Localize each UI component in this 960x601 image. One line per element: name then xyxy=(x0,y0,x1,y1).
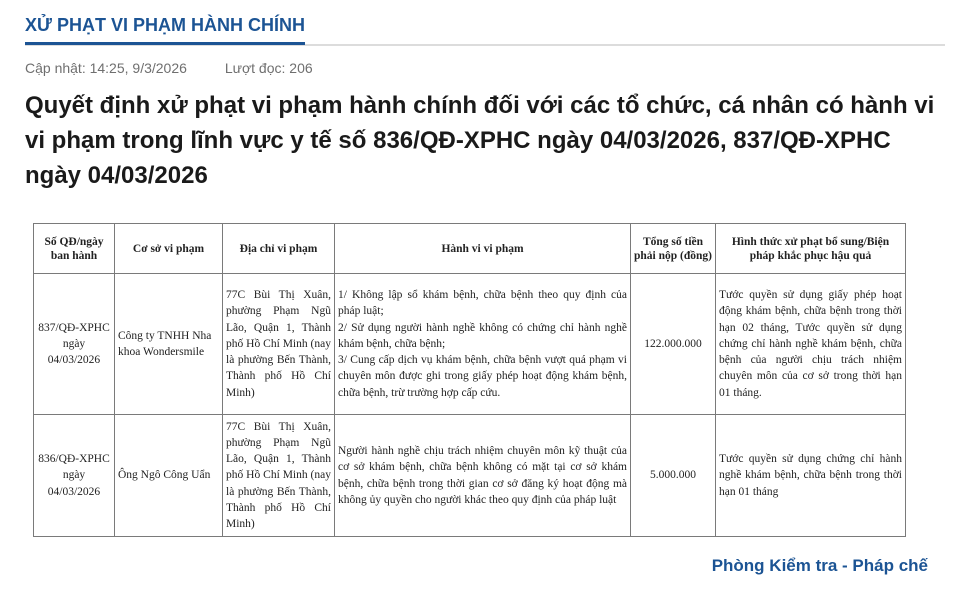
article-title: Quyết định xử phạt vi phạm hành chính đối với các tổ chức, cá nhân có hành vi vi phạm trong lĩnh vực y tế số 836/QĐ-XPHC ngày 04/03/2026, 837/QĐ-XPHC ngày 04/03/2026 xyxy=(25,92,935,189)
decision-cell: 837/QĐ-XPHC ngày 04/03/2026 xyxy=(34,274,115,415)
entity-cell: Công ty TNHH Nha khoa Wondersmile xyxy=(115,274,223,415)
amount-cell: 5.000.000 xyxy=(631,415,716,537)
category-header xyxy=(25,14,945,46)
header-decision: Số QĐ/ngày ban hành xyxy=(34,224,115,274)
header-amount: Tổng số tiền phải nộp (đồng) xyxy=(631,224,716,274)
article-meta xyxy=(25,60,347,76)
updated-timestamp: Cập nhật: 14:25, 9/3/2026 xyxy=(25,60,187,76)
violations-cell xyxy=(335,274,631,415)
entity-cell: Ông Ngô Công Uẩn xyxy=(115,415,223,537)
remedy-cell: Tước quyền sử dụng chứng chỉ hành nghề khám bệnh, chữa bệnh trong thời hạn 01 tháng xyxy=(716,415,906,537)
author-signature: Phòng Kiểm tra - Pháp chế xyxy=(711,556,928,575)
decision-cell: 836/QĐ-XPHC ngày 04/03/2026 xyxy=(34,415,115,537)
violations-cell xyxy=(335,415,631,537)
header-address: Địa chỉ vi phạm xyxy=(223,224,335,274)
address-cell: 77C Bùi Thị Xuân, phường Phạm Ngũ Lão, Quận 1, Thành phố Hồ Chí Minh (nay là phường Bến Thành, Thành phố Hồ Chí Minh) xyxy=(223,415,335,537)
amount-cell: 122.000.000 xyxy=(631,274,716,415)
category-link[interactable]: XỬ PHẠT VI PHẠM HÀNH CHÍNH xyxy=(25,14,305,45)
table-row xyxy=(34,415,906,537)
violation-item: 3/ Cung cấp dịch vụ khám bệnh, chữa bệnh vượt quá phạm vi chuyên môn được ghi trong giấy phép hoạt động khám bệnh, chữa bệnh, trừ trường hợp cấp cứu. xyxy=(338,354,627,399)
header-entity: Cơ sở vi phạm xyxy=(115,224,223,274)
view-count: Lượt đọc: 206 xyxy=(224,60,313,76)
address-cell: 77C Bùi Thị Xuân, phường Phạm Ngũ Lão, Quận 1, Thành phố Hồ Chí Minh (nay là phường Bến Thành, Thành phố Hồ Chí Minh) xyxy=(223,274,335,415)
violation-item: 1/ Không lập sổ khám bệnh, chữa bệnh theo quy định của pháp luật; xyxy=(338,289,627,318)
decision-table xyxy=(33,223,906,537)
remedy-cell: Tước quyền sử dụng giấy phép hoạt động khám bệnh, chữa bệnh trong thời hạn 02 tháng, Tước quyền sử dụng chứng chỉ hành nghề khám bệnh, chữa bệnh của người chịu trách nhiệm chuyên môn của cơ sở trong thời hạn 01 tháng. xyxy=(716,274,906,415)
table-header-row xyxy=(34,224,906,274)
header-violations: Hành vi vi phạm xyxy=(335,224,631,274)
violation-item: Người hành nghề chịu trách nhiệm chuyên môn kỹ thuật của cơ sở khám bệnh, chữa bệnh không có mặt tại cơ sở khám bệnh, chữa bệnh trong thời gian cơ sở đăng ký hoạt động mà không ủy quyền cho người khác theo quy định của pháp luật xyxy=(338,445,627,506)
table-row xyxy=(34,274,906,415)
violation-item: 2/ Sử dụng người hành nghề không có chứng chỉ hành nghề khám bệnh, chữa bệnh; xyxy=(338,321,627,350)
header-remedy: Hình thức xử phạt bổ sung/Biện pháp khắc phục hậu quả xyxy=(716,224,906,274)
